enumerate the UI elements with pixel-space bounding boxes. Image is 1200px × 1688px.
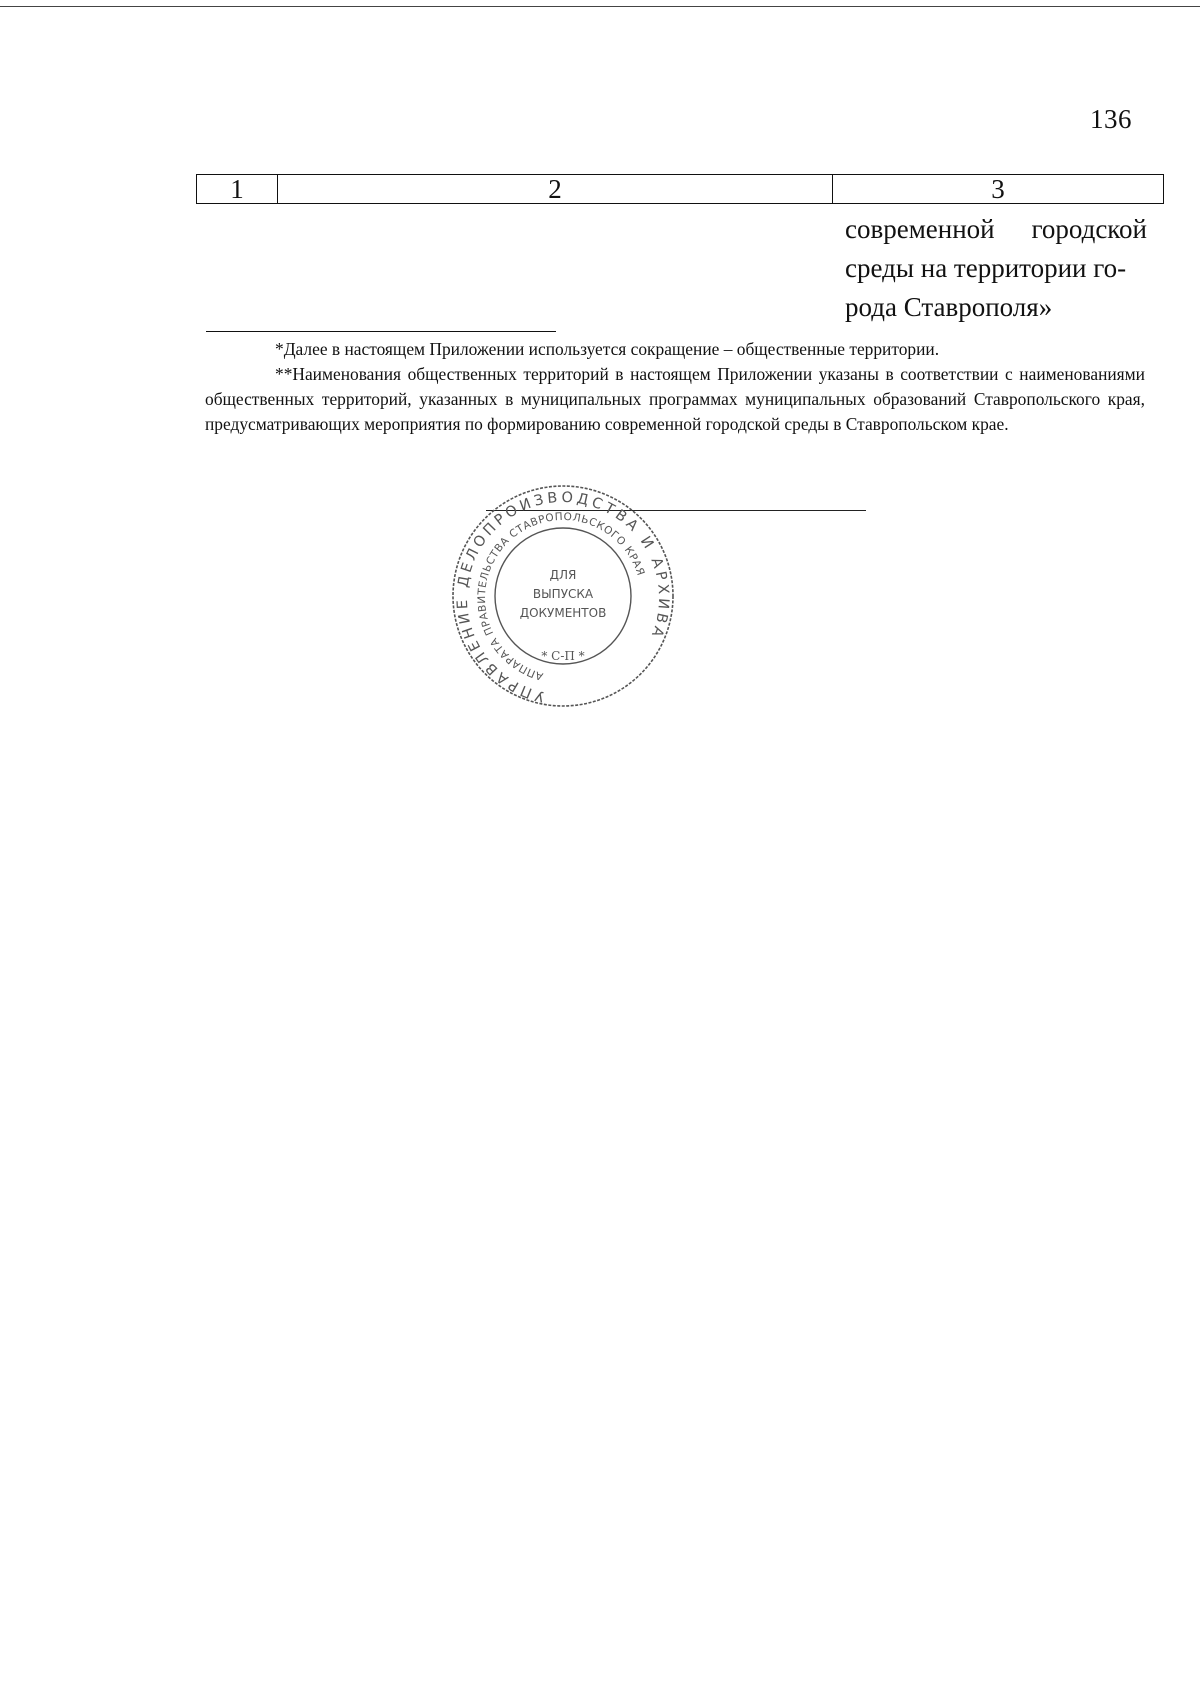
cell-text-line: среды на территории го- xyxy=(845,253,1127,283)
cell-text-line xyxy=(845,210,1147,249)
page-number: 136 xyxy=(1090,104,1132,134)
stamp-center-line-1: ДЛЯ xyxy=(549,568,577,582)
column-number-2: 2 xyxy=(278,175,833,204)
table-column-header-row xyxy=(196,174,1164,204)
column-number-1: 1 xyxy=(197,175,278,204)
cell-text-word: городской xyxy=(1031,214,1147,244)
official-stamp xyxy=(447,482,679,710)
footnotes xyxy=(205,337,1145,437)
cell-text-word: современной xyxy=(845,214,995,244)
footnote-2: **Наименования общественных территорий в настоящем Приложении указаны в соответствии с наименованиями общественных территорий, указанных в муниципальных программах муниципальных образований Ставропольского края, предусматривающих мероприятия по формированию современной городской среды в Ставропольском крае. xyxy=(205,364,1145,434)
column-number-3: 3 xyxy=(833,175,1164,204)
stamp-code: * С-П * xyxy=(541,649,585,663)
footnote-separator xyxy=(206,331,556,332)
footnote-1: *Далее в настоящем Приложении используется сокращение – общественные территории. xyxy=(275,339,940,359)
top-border-rule xyxy=(0,6,1200,7)
stamp-center-line-2: ВЫПУСКА xyxy=(532,587,594,601)
table-continued-cell-text xyxy=(845,210,1147,327)
stamp-center-line-3: ДОКУМЕНТОВ xyxy=(519,606,607,620)
stamp-inner-ring-text: АППАРАТА ПРАВИТЕЛЬСТВА СТАВРОПОЛЬСКОГО КРАЯ xyxy=(475,510,647,683)
cell-text-line: рода Ставрополя» xyxy=(845,292,1053,322)
stamp-outer-ring-text: УПРАВЛЕНИЕ ДЕЛОПРОИЗВОДСТВА И АРХИВА xyxy=(454,489,672,705)
